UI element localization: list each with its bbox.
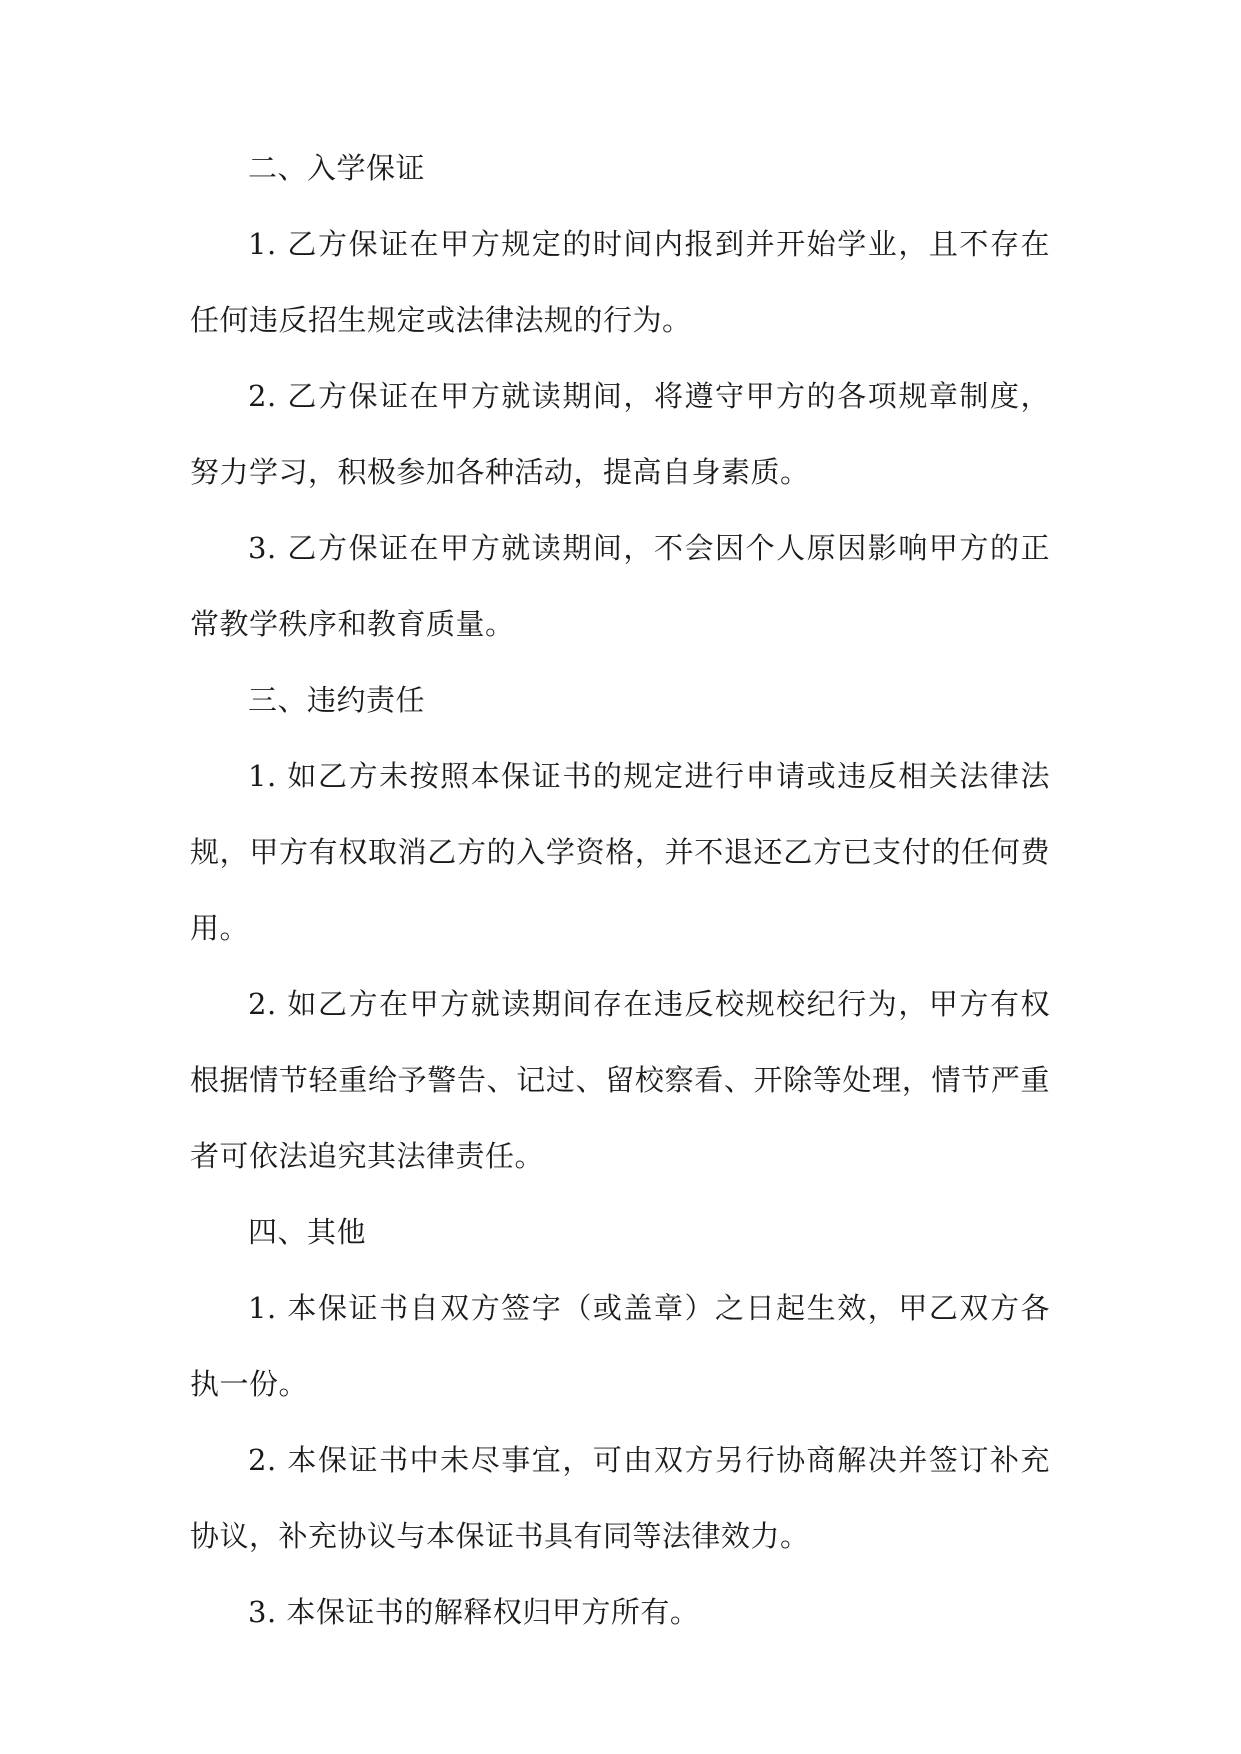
paragraph-enrollment-3: 3. 乙方保证在甲方就读期间，不会因个人原因影响甲方的正常教学秩序和教育质量。 [190, 531, 1050, 641]
section-heading-enrollment-guarantee: 二、入学保证 [248, 151, 426, 185]
paragraph-other-3: 3. 本保证书的解释权归甲方所有。 [248, 1595, 700, 1629]
paragraph-breach-1: 1. 如乙方未按照本保证书的规定进行申请或违反相关法律法规，甲方有权取消乙方的入学资格，并不退还乙方已支付的任何费用。 [190, 759, 1050, 945]
document-body [190, 130, 1050, 1650]
paragraph-enrollment-1: 1. 乙方保证在甲方规定的时间内报到并开始学业，且不存在任何违反招生规定或法律法规的行为。 [190, 227, 1050, 337]
section-heading-other: 四、其他 [248, 1215, 367, 1249]
paragraph-other-1: 1. 本保证书自双方签字（或盖章）之日起生效，甲乙双方各执一份。 [190, 1291, 1050, 1401]
paragraph-other-2: 2. 本保证书中未尽事宜，可由双方另行协商解决并签订补充协议，补充协议与本保证书具有同等法律效力。 [190, 1443, 1050, 1553]
paragraph-enrollment-2: 2. 乙方保证在甲方就读期间，将遵守甲方的各项规章制度，努力学习，积极参加各种活动，提高自身素质。 [190, 379, 1050, 489]
section-heading-breach-liability: 三、违约责任 [248, 683, 426, 717]
paragraph-breach-2: 2. 如乙方在甲方就读期间存在违反校规校纪行为，甲方有权根据情节轻重给予警告、记过、留校察看、开除等处理，情节严重者可依法追究其法律责任。 [190, 987, 1050, 1173]
